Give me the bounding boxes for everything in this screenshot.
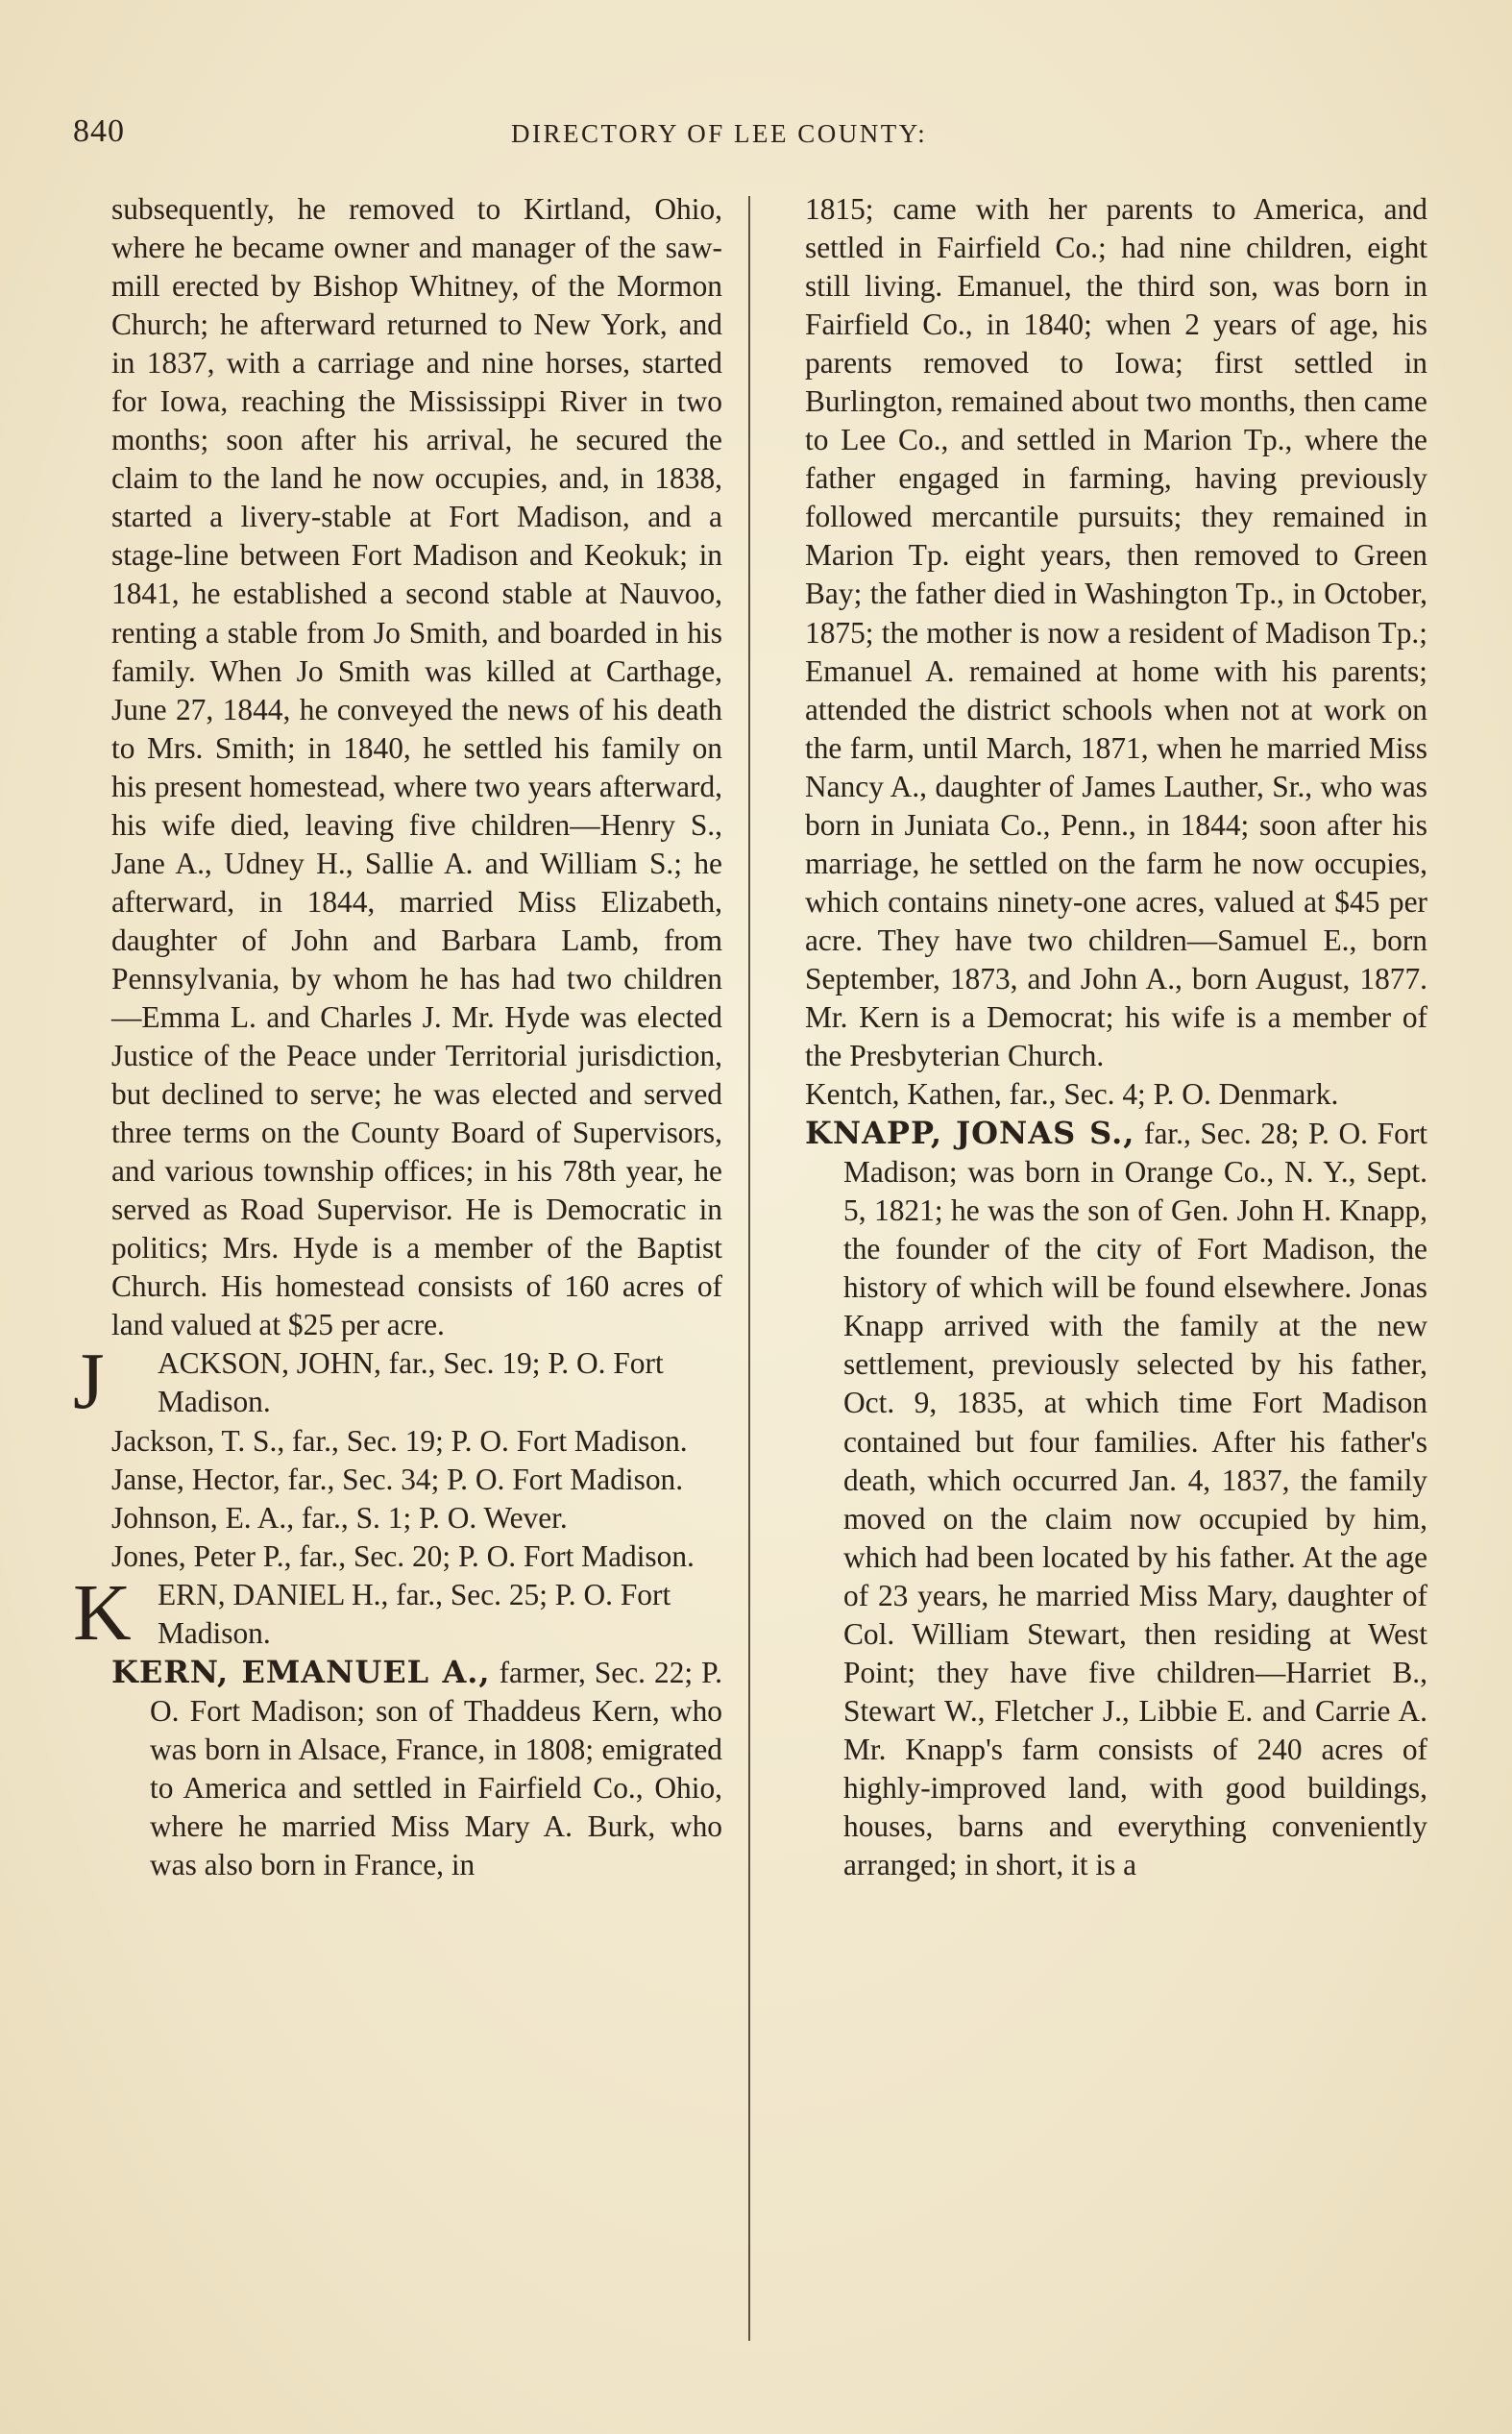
drop-cap-j: J: [73, 1337, 105, 1427]
entry-name: KERN, EMANUEL A.,: [111, 1653, 491, 1690]
directory-entry-jones: Jones, Peter P., far., Sec. 20; P. O. Fort Madison.: [111, 1538, 695, 1573]
entry-text: ACKSON, JOHN, far., Sec. 19; P. O. Fort Madison.: [158, 1346, 664, 1419]
page-header: [69, 113, 1443, 152]
column-divider: [748, 196, 750, 2341]
directory-entry-janse: Janse, Hector, far., Sec. 34; P. O. Fort Madison.: [111, 1462, 684, 1496]
entry-text: farmer, Sec. 22; P. O. Fort Madison; son of Thaddeus Kern, who was born in Alsace, France, in 1808; emigrated to America and settled in Fairfield Co., Ohio, where he married Miss Mary A. Burk, who was also born in France, in: [150, 1655, 722, 1882]
directory-entry-kern-daniel: [73, 1567, 722, 1658]
directory-entry-jackson-john: [73, 1337, 722, 1427]
right-column: [805, 190, 1427, 1884]
biography-knapp-jonas: [805, 1114, 1427, 1884]
entry-text: ERN, DANIEL H., far., Sec. 25; P. O. Fort Madison.: [158, 1577, 671, 1650]
hyde-entry-continuation: subsequently, he removed to Kirtland, Ohio, where he became owner and manager of the saw-mill erected by Bishop Whitney, of the Mormon Church; he afterward returned to New York, and in 1837, with a carriage and nine horses, started for Iowa, reaching the Mississippi River in two months; soon after his arrival, he secured the claim to the land he now occupies, and, in 1838, started a livery-stable at Fort Madison, and a stage-line between Fort Madison and Keokuk; in 1841, he established a second stable at Nauvoo, renting a stable from Jo Smith, and boarded in his family. When Jo Smith was killed at Carthage, June 27, 1844, he conveyed the news of his death to Mrs. Smith; in 1840, he settled his family on his present homestead, where two years afterward, his wife died, leaving five children—Henry S., Jane A., Udney H., Sallie A. and William S.; he afterward, in 1844, married Miss Elizabeth, daughter of John and Barbara Lamb, from Pennsylvania, by whom he has had two children—Emma L. and Charles J. Mr. Hyde was elected Justice of the Peace under Territorial jurisdiction, but declined to serve; he was elected and served three terms on the County Board of Supervisors, and various township offices; in his 78th year, he served as Road Supervisor. He is Democratic in politics; Mrs. Hyde is a member of the Baptist Church. His homestead consists of 160 acres of land valued at $25 per acre.: [111, 192, 722, 1342]
page-number: 840: [73, 113, 125, 149]
kern-emanuel-continuation: 1815; came with her parents to America, and settled in Fairfield Co.; had nine children, eight still living. Emanuel, the third son, was born in Fairfield Co., in 1840; when 2 years of age, his parents removed to Iowa; first settled in Burlington, remained about two months, then came to Lee Co., and settled in Marion Tp., where the father engaged in farming, having previously followed mercantile pursuits; they remained in Marion Tp. eight years, then removed to Green Bay; the father died in Washington Tp., in October, 1875; the mother is now a resident of Madison Tp.; Emanuel A. remained at home with his parents; attended the district schools when not at work on the farm, until March, 1871, when he married Miss Nancy A., daughter of James Lauther, Sr., who was born in Juniata Co., Penn., in 1844; soon after his marriage, he settled on the farm he now occupies, which contains ninety-one acres, valued at $45 per acre. They have two children—Samuel E., born September, 1873, and John A., born August, 1877. Mr. Kern is a Democrat; his wife is a member of the Presbyterian Church.: [805, 192, 1427, 1073]
directory-entry-jackson-t: Jackson, T. S., far., Sec. 19; P. O. Fort Madison.: [111, 1423, 688, 1458]
directory-entry-kentch: Kentch, Kathen, far., Sec. 4; P. O. Denmark.: [805, 1077, 1339, 1112]
entry-text: far., Sec. 28; P. O. Fort Madison; was born in Orange Co., N. Y., Sept. 5, 1821; he was the son of Gen. John H. Knapp, the founder of the city of Fort Madison, the history of which will be found elsewhere. Jonas Knapp arrived with the family at the new settlement, previously selected by his father, Oct. 9, 1835, at which time Fort Madison contained but four families. After his father's death, which occurred Jan. 4, 1837, the family moved on the claim now occupied by him, which had been located by his father. At the age of 23 years, he married Miss Mary, daughter of Col. William Stewart, then residing at West Point; they have five children—Harriet B., Stewart W., Fletcher J., Libbie E. and Carrie A. Mr. Knapp's farm consists of 240 acres of highly-improved land, with good buildings, houses, barns and everything conveniently arranged; in short, it is a: [843, 1117, 1427, 1882]
directory-entry-johnson: Johnson, E. A., far., S. 1; P. O. Wever.: [111, 1500, 568, 1535]
left-column: [73, 190, 722, 1884]
drop-cap-k: K: [73, 1567, 132, 1658]
entry-name: KNAPP, JONAS S.,: [805, 1115, 1135, 1152]
running-head: DIRECTORY OF LEE COUNTY:: [511, 119, 928, 148]
biography-kern-emanuel: [111, 1653, 722, 1884]
